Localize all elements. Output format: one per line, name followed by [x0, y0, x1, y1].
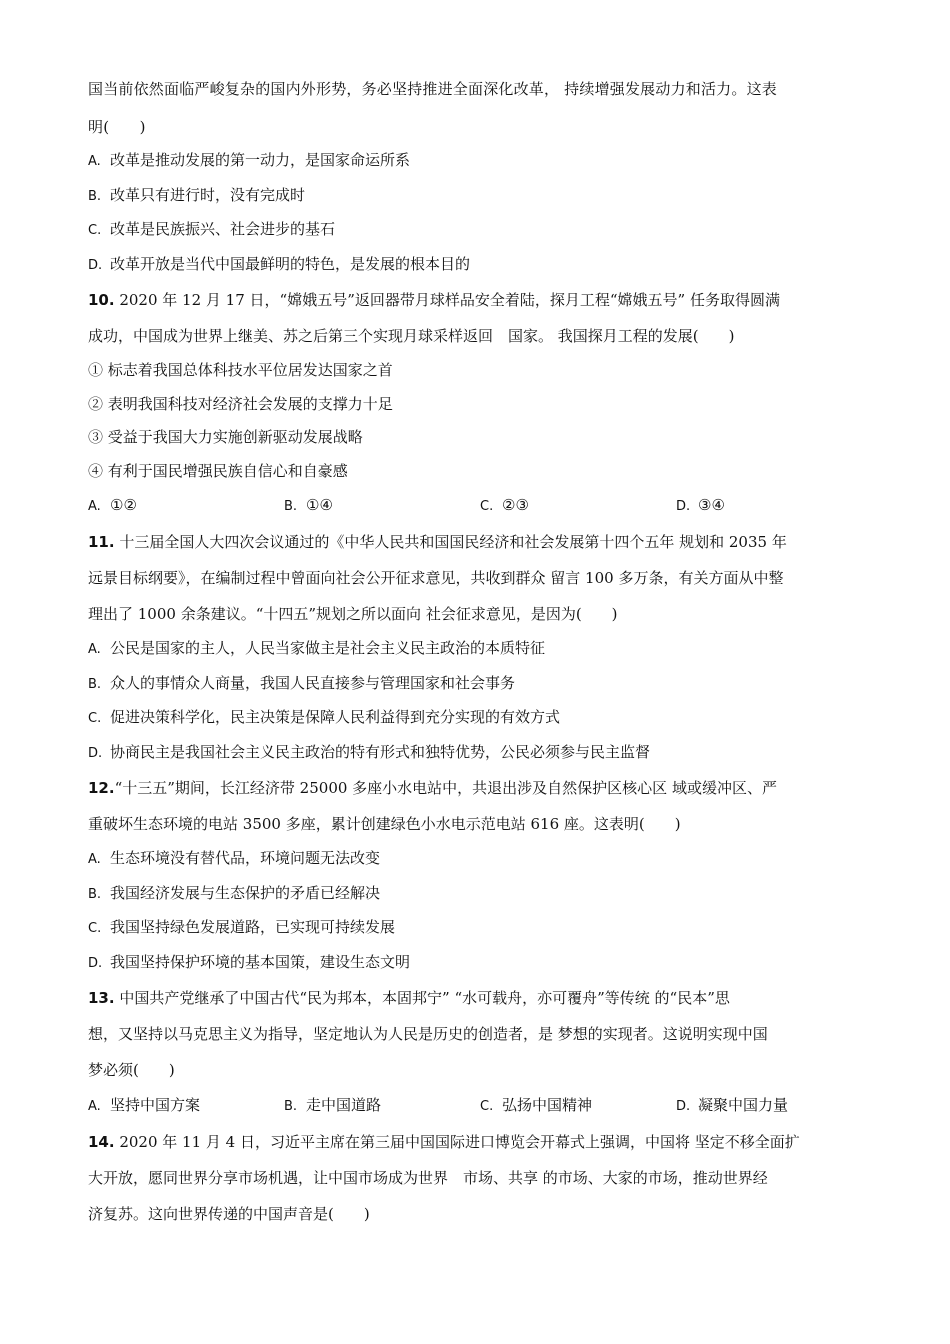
question-10	[88, 282, 874, 524]
question-13-stem-line	[88, 980, 874, 1016]
question-13	[88, 980, 874, 1124]
option-text: 我国经济发展与生态保护的矛盾已经解决	[110, 883, 381, 902]
option-d	[88, 946, 874, 981]
option-text: 改革是推动发展的第一动力，是国家命运所系	[110, 151, 411, 169]
question-9-stem-line: 明( )	[88, 118, 146, 136]
option-c	[480, 1088, 676, 1124]
question-11-stem-line: 远景目标纲要》，在编制过程中曾面向社会公开征求意见，共收到群众 留言 100 多万条，有关方面从中整	[88, 569, 784, 587]
option-label: A.	[88, 852, 101, 867]
option-d	[676, 1088, 872, 1124]
option-b	[88, 179, 874, 214]
option-label: C.	[88, 223, 102, 238]
option-c	[480, 488, 676, 524]
option-text: 促进决策科学化，民主决策是保障人民利益得到充分实现的有效方式	[110, 708, 561, 726]
option-a	[88, 488, 284, 524]
statement: ② 表明我国科技对经济社会发展的支撑力十足	[88, 394, 393, 413]
question-10-stem-line: 成功，中国成为世界上继美、苏之后第三个实现月球采样返回 国家。 我国探月工程的发展( )	[88, 327, 735, 345]
question-text: 十三届全国人大四次会议通过的《中华人民共和国国民经济和社会发展第十四个五年 规划和 2035 年	[114, 533, 787, 551]
option-label: B.	[88, 886, 102, 902]
option-d	[88, 248, 874, 283]
option-a	[88, 842, 874, 877]
option-text: ①④	[306, 496, 333, 514]
option-label: B.	[284, 1099, 298, 1114]
options-row	[88, 1088, 874, 1124]
option-text: 改革只有进行时，没有完成时	[110, 185, 306, 204]
question-11-stem-line	[88, 524, 874, 560]
option-label: A.	[88, 642, 101, 657]
option-text: ①②	[110, 496, 137, 514]
option-b	[88, 667, 874, 702]
options-row	[88, 488, 874, 524]
option-label: A.	[88, 154, 101, 169]
option-label: B.	[88, 676, 102, 692]
question-12-stem-line	[88, 770, 874, 806]
statement: ③ 受益于我国大力实施创新驱动发展战略	[88, 428, 363, 446]
option-text: 协商民主是我国社会主义民主政治的特有形式和独特优势，公民必须参与民主监督	[110, 742, 651, 761]
question-number: 11.	[88, 533, 115, 551]
option-a	[88, 1088, 284, 1124]
question-text: 中国共产党继承了中国古代“民为邦本，本固邦宁” “水可载舟，亦可覆舟”等传统 的“民本”思	[114, 989, 730, 1007]
question-12	[88, 770, 874, 980]
question-number: 13.	[88, 989, 115, 1007]
option-a	[88, 144, 874, 179]
option-text: 走中国道路	[306, 1096, 382, 1114]
option-text: 我国坚持保护环境的基本国策，建设生态文明	[110, 952, 411, 971]
question-text: 2020 年 12 月 17 日，“嫦娥五号”返回器带月球样品安全着陆，探月工程“嫦娥五号” 任务取得圆满	[114, 291, 780, 309]
option-c	[88, 911, 874, 946]
question-number: 12.	[88, 779, 115, 797]
question-14-stem-line: 大开放，愿同世界分享市场机遇，让中国市场成为世界 市场、共享 的市场、大家的市场，推动世界经	[88, 1169, 768, 1187]
option-text: 凝聚中国力量	[698, 1096, 789, 1114]
option-text: 我国坚持绿色发展道路，已实现可持续发展	[110, 918, 396, 936]
option-text: 改革开放是当代中国最鲜明的特色，是发展的根本目的	[110, 254, 471, 273]
option-label: A.	[88, 1099, 101, 1114]
question-text: “十三五”期间，长江经济带 25000 多座小水电站中，共退出涉及自然保护区核心区 域或缓冲区、严	[114, 779, 777, 797]
option-d	[676, 488, 872, 524]
option-d	[88, 736, 874, 771]
option-label: C.	[88, 921, 102, 936]
option-label: D.	[88, 257, 103, 273]
option-text: 众人的事情众人商量，我国人民直接参与管理国家和社会事务	[110, 673, 516, 692]
question-12-stem-line: 重破坏生态环境的电站 3500 多座，累计创建绿色小水电示范电站 616 座。这表明( )	[88, 815, 681, 833]
question-9-stem-line: 国当前依然面临严峻复杂的国内外形势，务必坚持推进全面深化改革， 持续增强发展动力和活力。这表	[88, 80, 777, 98]
question-10-stem-line	[88, 282, 874, 318]
option-b	[284, 1088, 480, 1124]
option-b	[284, 488, 480, 524]
option-text: ②③	[502, 496, 529, 514]
option-a	[88, 632, 874, 667]
question-9-continuation	[88, 72, 874, 282]
option-c	[88, 701, 874, 736]
question-14	[88, 1124, 874, 1232]
question-11-stem-line: 理出了 1000 余条建议。“十四五”规划之所以面向 社会征求意见，是因为( )	[88, 605, 618, 623]
question-11	[88, 524, 874, 770]
option-b	[88, 877, 874, 912]
option-text: 公民是国家的主人，人民当家做主是社会主义民主政治的本质特征	[110, 639, 546, 657]
option-label: D.	[676, 499, 691, 514]
option-label: B.	[284, 499, 298, 514]
option-text: 坚持中国方案	[110, 1096, 201, 1114]
document-page	[88, 72, 874, 1232]
question-14-stem-line: 济复苏。这向世界传递的中国声音是( )	[88, 1205, 370, 1223]
option-text: ③④	[698, 496, 725, 514]
option-text: 生态环境没有替代品，环境问题无法改变	[110, 849, 381, 867]
option-label: A.	[88, 499, 101, 514]
question-14-stem-line	[88, 1124, 874, 1160]
option-label: D.	[88, 745, 103, 761]
option-label: C.	[480, 499, 494, 514]
question-13-stem-line: 梦必须( )	[88, 1061, 175, 1079]
option-label: D.	[88, 955, 103, 971]
question-number: 10.	[88, 291, 115, 309]
option-label: C.	[480, 1099, 494, 1114]
option-label: C.	[88, 711, 102, 726]
statement: ① 标志着我国总体科技水平位居发达国家之首	[88, 361, 393, 379]
option-text: 改革是民族振兴、社会进步的基石	[110, 220, 336, 238]
option-text: 弘扬中国精神	[502, 1096, 593, 1114]
option-c	[88, 213, 874, 248]
option-label: D.	[676, 1099, 691, 1114]
option-label: B.	[88, 188, 102, 204]
question-number: 14.	[88, 1133, 115, 1151]
statement: ④ 有利于国民增强民族自信心和自豪感	[88, 461, 348, 480]
question-13-stem-line: 想，又坚持以马克思主义为指导，坚定地认为人民是历史的创造者，是 梦想的实现者。这说明实现中国	[88, 1025, 768, 1043]
question-text: 2020 年 11 月 4 日，习近平主席在第三届中国国际进口博览会开幕式上强调，中国将 坚定不移全面扩	[114, 1133, 800, 1151]
